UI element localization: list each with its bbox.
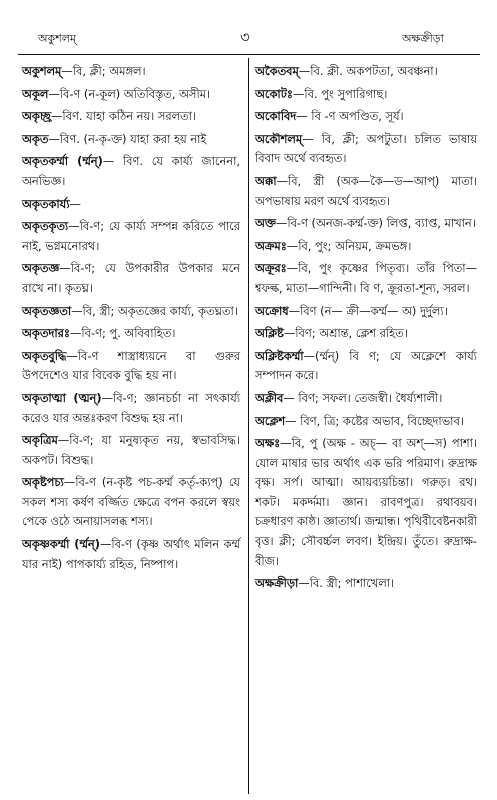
dictionary-entry bbox=[22, 85, 240, 105]
entry-headword: অকৃতজ্ঞতা bbox=[22, 303, 72, 318]
right-column bbox=[255, 62, 477, 597]
entry-definition: —বি-ণ; যে কার্য্য সম্পন্ন করিতে পারে নাই, ভগ্নমনোরথ। bbox=[22, 219, 240, 253]
entry-headword: অকৃত bbox=[22, 131, 49, 146]
entry-definition: — বিণ. যে কার্য্য জানেনা, অনভিজ্ঞ। bbox=[22, 154, 240, 188]
left-column bbox=[22, 62, 240, 577]
entry-definition: —বি-ণ শাস্ত্রাধ্যয়নে বা গুরুর উপদেশেও যার বিবেক বুদ্ধি হয় না। bbox=[22, 348, 240, 383]
entry-definition: —বি, স্ত্রী; অকৃতজ্ঞের কার্য্য, কৃতঘ্নতা। bbox=[71, 303, 238, 318]
entry-definition: — বিণ, ত্রি; কষ্টের অভাব, বিচ্ছেদাভাব। bbox=[285, 413, 464, 428]
dictionary-entry bbox=[22, 217, 240, 256]
entry-definition: — বিণ; সফল। তেজস্বী। ধৈর্য্যশালী। bbox=[283, 390, 443, 405]
entry-definition: — বি, ক্লী; অপটুতা। চলিত ভাষায় বিবাদ অর্থে ব্যবহৃত। bbox=[255, 131, 477, 166]
entry-headword: অক্রূরঃ bbox=[255, 261, 287, 276]
entry-headword: অকুশলম্ bbox=[22, 64, 62, 78]
entry-definition: —বি. ক্লী. অকপটতা, অবঞ্চনা। bbox=[298, 64, 438, 78]
dictionary-entry bbox=[22, 130, 240, 150]
entry-headword: অক্রোধ bbox=[255, 303, 289, 318]
dictionary-entry bbox=[255, 62, 477, 82]
entry-definition: —বি, পুং; অনিয়ম, ক্রমভঙ্গ। bbox=[286, 238, 412, 253]
header-rule bbox=[18, 54, 480, 55]
entry-headword: অকৈতবম্ bbox=[255, 64, 299, 78]
entry-definition: —বি-ণ; যা মনুষ্যকৃত নয়, স্বভাবসিদ্ধ। অকপট। বিশুদ্ধ। bbox=[22, 433, 240, 467]
dictionary-entry bbox=[22, 62, 240, 82]
header-guide-word-right: অক্ষক্রীড়া bbox=[402, 32, 444, 45]
dictionary-entry bbox=[255, 574, 477, 594]
entry-headword: অকৃত্রিম bbox=[22, 433, 58, 448]
entry-headword: অক্ত bbox=[255, 216, 276, 231]
dictionary-entry bbox=[22, 347, 240, 386]
entry-headword: অকৃতকর্ম্মা (র্ম্মন্) bbox=[22, 154, 103, 169]
entry-headword: অকৃতজ্ঞ bbox=[22, 261, 60, 276]
entry-headword: অকৃষ্ণকর্ম্মা (র্ম্মন্) bbox=[22, 537, 100, 552]
dictionary-entry bbox=[22, 473, 240, 532]
entry-headword: অকৃষ্টপচ্য bbox=[22, 475, 64, 490]
dictionary-entry bbox=[255, 130, 477, 169]
entry-definition: — বি -ণ অপণ্ডিত, সূর্য। bbox=[296, 109, 404, 124]
dictionary-entry bbox=[255, 85, 477, 105]
dictionary-entry bbox=[22, 259, 240, 298]
dictionary-entry bbox=[22, 324, 240, 344]
dictionary-entry bbox=[255, 412, 477, 432]
dictionary-entry bbox=[255, 324, 477, 344]
dictionary-entry bbox=[255, 434, 477, 571]
entry-definition: —বিণ (ন— ক্রী—কর্ম্ম— অ) দুর্দুল্য। bbox=[288, 303, 448, 318]
entry-definition: — bbox=[69, 196, 81, 211]
entry-definition: —বি, পু (অক্ষ - অচ্— বা অশ্—স) পাশা। যোল মাষার ভার অর্থাৎ এক ভরি পরিমাণ। রুদ্রাক্ষ বৃক্ষ। সর্প। আত্মা। আয়ব্যয়চিন্তা। গরুড়। রথ। শকট। মকর্দ্দমা। জ্ঞান। রাবণপুত্র। রথাবয়ব। চক্রধারণ কাষ্ঠ। জ্ঞাতার্থ। জন্মান্ধ। পৃথিবীবেষ্টনকারী বৃত্ত। ক্লী; সৌবর্চ্চল লবণ। ইন্দ্রিয়। তুঁতে। রুদ্রাক্ষ- বীজ। bbox=[255, 436, 477, 568]
entry-headword: অকৃচ্ছ্র bbox=[22, 109, 51, 124]
dictionary-entry bbox=[22, 389, 240, 428]
entry-headword: অকোটঃ bbox=[255, 86, 293, 101]
entry-definition: —বি-ণ; যে উপকারীর উপকার মনে রাখে না। কৃতঘ্ন। bbox=[22, 261, 240, 295]
entry-headword: অকূল bbox=[22, 86, 49, 101]
entry-headword: অক্ষঃ bbox=[255, 436, 281, 451]
dictionary-entry bbox=[255, 347, 477, 386]
entry-definition: —বি-ণ (অনজ-কর্ম্ম-ক্ত) লিপ্ত, ব্যাপ্ত, মাখান। bbox=[275, 216, 476, 231]
entry-definition: —বি. স্ত্রী; পাশাখেলা। bbox=[298, 576, 395, 591]
entry-definition: —বি-ণ; জ্ঞানচর্চা না সৎকার্য্য করেও যার অন্তঃকরণ বিশুদ্ধ হয় না। bbox=[22, 390, 241, 425]
entry-headword: অক্লীব bbox=[255, 390, 284, 405]
entry-headword: অকৃতকৃত্য bbox=[22, 219, 69, 234]
dictionary-entry bbox=[255, 214, 477, 234]
dictionary-entry bbox=[255, 237, 477, 257]
entry-definition: —বি-ণ; পু. অবিবাহিত। bbox=[70, 326, 176, 341]
entry-headword: অকৃতাত্মা (ত্মন্) bbox=[22, 390, 102, 405]
dictionary-entry bbox=[22, 107, 240, 127]
page-number: ৩ bbox=[240, 28, 250, 46]
entry-headword: অকৃতকার্য্য bbox=[22, 196, 70, 211]
dictionary-entry bbox=[255, 172, 477, 211]
entry-definition: —বি, ক্লী; অমঙ্গল। bbox=[61, 64, 146, 78]
entry-definition: —বিণ; অশ্রান্ত, ক্লেশ রহিত। bbox=[283, 326, 408, 341]
entry-definition: —বি. পুং সুপারিগাছ। bbox=[293, 86, 388, 101]
page-header bbox=[0, 26, 497, 48]
column-divider bbox=[248, 58, 249, 794]
entry-headword: অক্কা bbox=[255, 173, 277, 188]
entry-headword: অক্রমঃ bbox=[255, 238, 287, 253]
entry-definition: —বি, স্ত্রী (অক—কৈ—ড—আপ্) মাতা। অপভাষায় মরণ অর্থে ব্যবহৃত। bbox=[255, 173, 477, 208]
entry-headword: অক্লেশ bbox=[255, 413, 286, 428]
header-guide-word-left: অকুশলম্ bbox=[38, 32, 77, 45]
dictionary-entry bbox=[255, 389, 477, 409]
dictionary-entry bbox=[255, 302, 477, 322]
dictionary-entry bbox=[255, 259, 477, 298]
entry-definition: —বি-ণ (কৃষ্ণ অর্থাৎ মলিন কর্ম্ম যার নাই) পাপকার্য্য রহিত, নিষ্পাপ। bbox=[22, 537, 240, 571]
entry-headword: অক্ষক্রীড়া bbox=[255, 576, 299, 591]
entry-headword: অকোবিদ bbox=[255, 109, 297, 124]
entry-definition: —বি, পুং কৃষ্ণের পিতৃব্য। তাঁর পিতা—শ্বফল্ক, মাতা—গান্দিনী। বি ণ, ক্রূরতা-শূন্য, সরল। bbox=[255, 261, 477, 295]
entry-headword: অকৃতদারঃ bbox=[22, 326, 71, 341]
entry-definition: —বিণ. যাহা কঠিন নয়। সরলতা। bbox=[50, 109, 197, 124]
entry-headword: অকৃতবুদ্ধি bbox=[22, 348, 67, 363]
dictionary-entry bbox=[22, 152, 240, 191]
dictionary-entry bbox=[22, 195, 240, 215]
dictionary-entry bbox=[22, 431, 240, 470]
entry-headword: অক্লিষ্টকর্ম্মা bbox=[255, 348, 304, 363]
entry-definition: —(র্ম্মন্) বি ণ; যে অক্লেশে কার্য্য সম্পাদন করে। bbox=[255, 348, 477, 383]
dictionary-entry bbox=[255, 107, 477, 127]
entry-definition: —বি-ণ (ন-কৃষ্ট পচ-কর্ম্ম কর্তৃ-ক্যপ্) যে সকল শস্য কর্ষণ বর্জ্জিত ক্ষেত্রে বপন করলে স্বয়ং পেকে ওঠে অনায়াসলব্ধ শস্য। bbox=[22, 475, 240, 529]
entry-headword: অকৌশলম্ bbox=[255, 131, 303, 146]
entry-headword: অক্লিষ্ট bbox=[255, 326, 284, 341]
dictionary-entry bbox=[22, 535, 240, 574]
entry-definition: —বি-ণ (ন-কূল) অতিবিস্তৃত, অসীম। bbox=[48, 86, 211, 101]
dictionary-entry bbox=[22, 302, 240, 322]
entry-definition: —বিণ. (ন-কৃ-ক্ত) যাহা করা হয় নাই bbox=[48, 131, 207, 146]
